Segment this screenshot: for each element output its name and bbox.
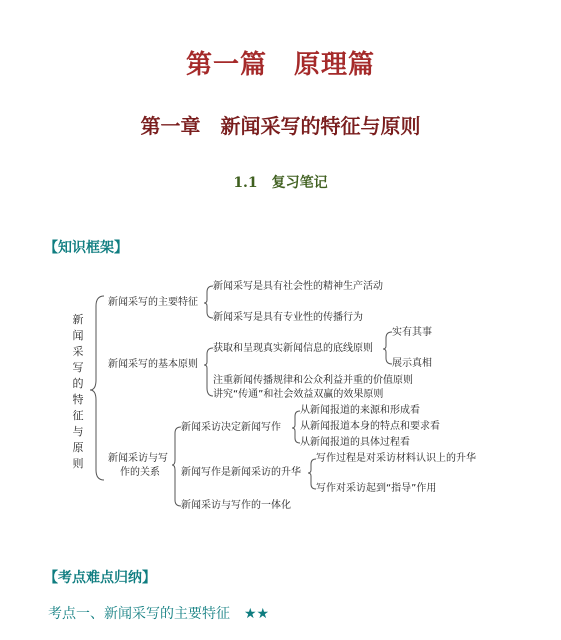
b2-brace	[204, 348, 213, 396]
framework-heading: 【知识框架】	[44, 240, 128, 256]
b3-brace	[172, 427, 181, 506]
leaf-truth-baseline: 获取和呈现真实新闻信息的底线原则	[213, 343, 373, 354]
leaf-interview-determines-writing: 新闻采访决定新闻写作	[181, 422, 281, 433]
mindmap-root: 新闻采写的特征与原则	[72, 313, 84, 470]
leaf-effect-principle: 讲究“传通”和社会效益双赢的效果原则	[213, 389, 384, 400]
leaf-guiding-role: 写作对采访起到“指导”作用	[316, 483, 437, 494]
b1-brace	[204, 286, 213, 318]
branch-relationship-line1: 新闻采访与写	[108, 453, 168, 464]
leaf-characteristics-requirements: 从新闻报道本身的特点和要求看	[300, 421, 440, 432]
kaodian-heading	[48, 603, 269, 623]
part-title: 第一篇 原理篇	[185, 50, 375, 80]
difficulty-heading: 【考点难点归纳】	[44, 570, 156, 586]
root-brace	[90, 296, 104, 480]
leaf-writing-sublimation: 新闻写作是新闻采访的升华	[181, 467, 301, 478]
importance-stars: ★★	[244, 606, 270, 622]
leaf-value-principle: 注重新闻传播规律和公众利益并重的价值原则	[213, 375, 413, 386]
chapter-title: 第一章 新闻采写的特征与原则	[140, 114, 421, 138]
section-number: 1.1	[233, 175, 258, 191]
b2c1-brace	[383, 332, 392, 364]
section-title: 复习笔记	[271, 175, 328, 191]
leaf-social-production: 新闻采写是具有社会性的精神生产活动	[213, 281, 383, 292]
branch-relationship-line2: 作的关系	[120, 467, 160, 478]
leaf-source-formation: 从新闻报道的来源和形成看	[300, 405, 420, 416]
b3c2-brace	[308, 459, 316, 489]
leaf-show-truth: 展示真相	[392, 358, 432, 369]
branch-basic-principles: 新闻采写的基本原则	[108, 359, 198, 370]
leaf-concrete-process: 从新闻报道的具体过程看	[300, 437, 410, 448]
leaf-real-events: 实有其事	[392, 327, 432, 338]
b3c1-brace	[292, 411, 300, 443]
leaf-integration: 新闻采访与写作的一体化	[181, 500, 291, 511]
leaf-cognitive-sublimation: 写作过程是对采访材料认识上的升华	[316, 453, 476, 464]
leaf-professional-communication: 新闻采写是具有专业性的传播行为	[213, 312, 363, 323]
branch-main-features: 新闻采写的主要特征	[108, 297, 198, 308]
kaodian-label: 考点一、新闻采写的主要特征	[48, 606, 230, 622]
